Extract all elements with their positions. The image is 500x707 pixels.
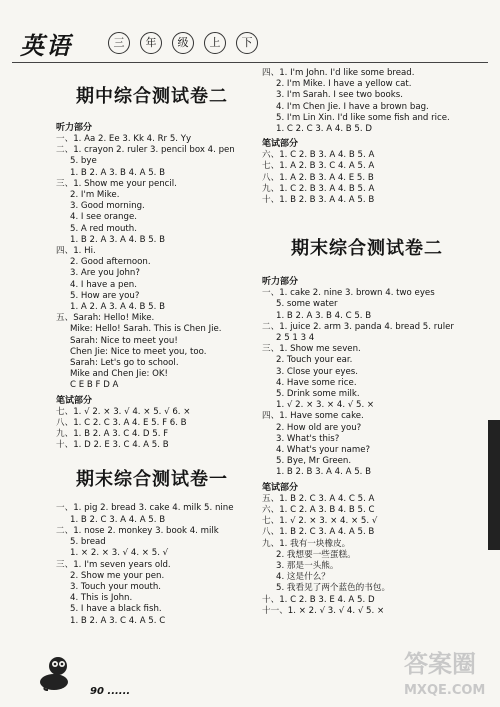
right-answer-column [262,68,472,657]
answer-line: 四、1. Hi. [56,246,96,257]
page-number: 90 ...... [90,686,131,697]
answer-line: 一、1. pig 2. bread 3. cake 4. milk 5. nine [56,503,234,514]
answer-line: 1. B 2. A 3. B 4. C 5. B [276,310,372,321]
answer-line: 十一、1. × 2. √ 3. √ 4. √ 5. × [262,605,385,616]
answer-line: 2. Good afternoon. [70,257,151,268]
answer-line: 2. 我想要一些蛋糕。 [276,549,356,560]
answer-line: 七、1. √ 2. × 3. × 4. × 5. √ [262,516,378,527]
answer-line: 5. bread [70,537,106,548]
answer-line: 5. Drink some milk. [276,389,360,400]
answer-line: 4. Have some rice. [276,377,357,388]
answer-line: 5. some water [276,299,338,310]
part-subheading: 笔试部分 [56,395,93,406]
answer-line: 三、1. Show me seven. [262,344,361,355]
grade-badge-3: 级 [172,32,194,54]
answer-line: 八、1. B 2. C 3. A 4. A 5. B [262,527,375,538]
section-title: 期末综合测试卷二 [291,238,443,260]
answer-line: 1. B 2. A 3. C 4. A 5. C [70,615,166,626]
answer-line: 2. Touch your ear. [276,355,353,366]
grade-badge-1: 三 [108,32,130,54]
answer-line: 2. How old are you? [276,422,362,433]
answer-line: 九、1. 我有一块橡皮。 [262,538,351,549]
header-divider [12,62,488,63]
answer-line: 七、1. A 2. B 3. C 4. A 5. A [262,161,375,172]
answer-line: 4. I'm Chen Jie. I have a brown bag. [276,101,429,112]
answer-line: 1. B 2. B 3. A 4. A 5. B [276,467,372,478]
answer-line: 九、1. C 2. B 3. A 4. B 5. A [262,183,375,194]
watermark-line1: 答案圈 [404,650,476,678]
grade-badge-4: 上 [204,32,226,54]
answer-line: 4. This is John. [70,593,133,604]
answer-line: 3. Close your eyes. [276,366,358,377]
answer-line: Mike and Chen Jie: OK! [70,369,168,380]
left-answer-column [56,68,248,657]
answer-line: 三、1. I'm seven years old. [56,559,171,570]
answer-line: 六、1. C 2. A 3. B 4. B 5. C [262,504,375,515]
answer-line: 5. I'm Lin Xin. I'd like some fish and rice. [276,112,450,123]
answer-line: 3. Touch your mouth. [70,581,162,592]
answer-line: 3. What's this? [276,433,340,444]
answer-line: 4. I see orange. [70,212,137,223]
part-subheading: 听力部分 [56,123,93,133]
answer-line: 四、1. Have some cake. [262,411,364,422]
answer-line: 五、1. B 2. C 3. A 4. C 5. A [262,493,375,504]
answer-line: 1. A 2. A 3. A 4. B 5. B [70,302,166,313]
part-subheading: 笔试部分 [262,139,299,150]
answer-line: 4. What's your name? [276,445,371,456]
answer-line: 九、1. B 2. A 3. C 4. D 5. F [56,429,169,440]
answer-line: 5. 我看见了两个蓝色的书包。 [276,583,391,594]
answer-line: 2 5 1 3 4 [276,333,315,344]
grade-badge-5: 下 [236,32,258,54]
answer-line: Sarah: Nice to meet you! [70,335,178,346]
part-subheading: 笔试部分 [262,482,299,493]
answer-line: 3. I'm Sarah. I see two books. [276,90,403,101]
answer-line: 1. B 2. C 3. A 4. A 5. B [70,514,166,525]
answer-line: 五、Sarah: Hello! Mike. [56,313,155,324]
answer-line: 5. A red mouth. [70,223,137,234]
answer-line: 七、1. √ 2. × 3. √ 4. × 5. √ 6. × [56,406,191,417]
answer-line: 一、1. cake 2. nine 3. brown 4. two eyes [262,288,435,299]
answer-line: 1. C 2. C 3. A 4. B 5. D [276,124,372,135]
answer-line: 一、1. Aa 2. Ee 3. Kk 4. Rr 5. Yy [56,134,192,144]
answer-line: 5. Bye, Mr Green. [276,456,352,467]
section-title: 期中综合测试卷二 [76,86,228,107]
answer-line: 六、1. C 2. B 3. A 4. B 5. A [262,150,375,161]
answer-line: Chen Jie: Nice to meet you, too. [70,346,207,357]
page-header [12,24,488,60]
answer-line: 三、1. Show me your pencil. [56,178,177,189]
grade-badge-2: 年 [140,32,162,54]
answer-line: 4. 这是什么？ [276,572,330,583]
watermark-logo [400,640,496,702]
answer-line: 4. I have a pen. [70,279,137,290]
answer-line: 十、1. C 2. B 3. E 4. A 5. D [262,594,375,605]
answer-line: 八、1. A 2. B 3. A 4. E 5. B [262,172,374,183]
answer-line: Mike: Hello! Sarah. This is Chen Jie. [70,324,222,335]
mascot-icon [38,652,74,692]
answer-line: 二、1. juice 2. arm 3. panda 4. bread 5. ruler [262,321,454,332]
answer-line: 十、1. B 2. B 3. A 4. A 5. B [262,195,375,206]
answer-line: 八、1. C 2. C 3. A 4. E 5. F 6. B [56,417,187,428]
answer-line: 3. Are you John? [70,268,140,279]
answer-line: 1. B 2. A 3. A 4. B 5. B [70,234,166,245]
part-subheading: 听力部分 [262,277,299,288]
answer-line: 5. I have a black fish. [70,604,162,615]
answer-line: 十、1. D 2. E 3. C 4. A 5. B [56,440,169,451]
watermark-line2: MXQE.COM [404,683,486,698]
answer-line: 1. × 2. × 3. √ 4. × 5. √ [70,548,169,559]
answer-line: 3. 那是一头熊。 [276,560,339,571]
answer-line: 2. I'm Mike. [70,190,120,201]
answer-line: C E B F D A [70,380,119,391]
answer-line: 1. B 2. A 3. B 4. A 5. B [70,167,166,178]
answer-line: 二、1. nose 2. monkey 3. book 4. milk [56,525,219,536]
answer-line: Sarah: Let's go to school. [70,358,179,369]
answer-line: 四、1. I'm John. I'd like some bread. [262,68,415,78]
answer-line: 5. bye [70,156,97,167]
answer-line: 2. Show me your pen. [70,570,165,581]
section-title: 期末综合测试卷一 [76,469,228,491]
book-title: 英语 [20,31,72,60]
chapter-tab-marker [488,420,500,550]
answer-line: 5. How are you? [70,290,140,301]
answer-line: 2. I'm Mike. I have a yellow cat. [276,79,412,90]
answer-line: 二、1. crayon 2. ruler 3. pencil box 4. pen [56,145,235,156]
answer-line: 1. √ 2. × 3. × 4. √ 5. × [276,400,375,411]
answer-line: 3. Good morning. [70,201,145,212]
